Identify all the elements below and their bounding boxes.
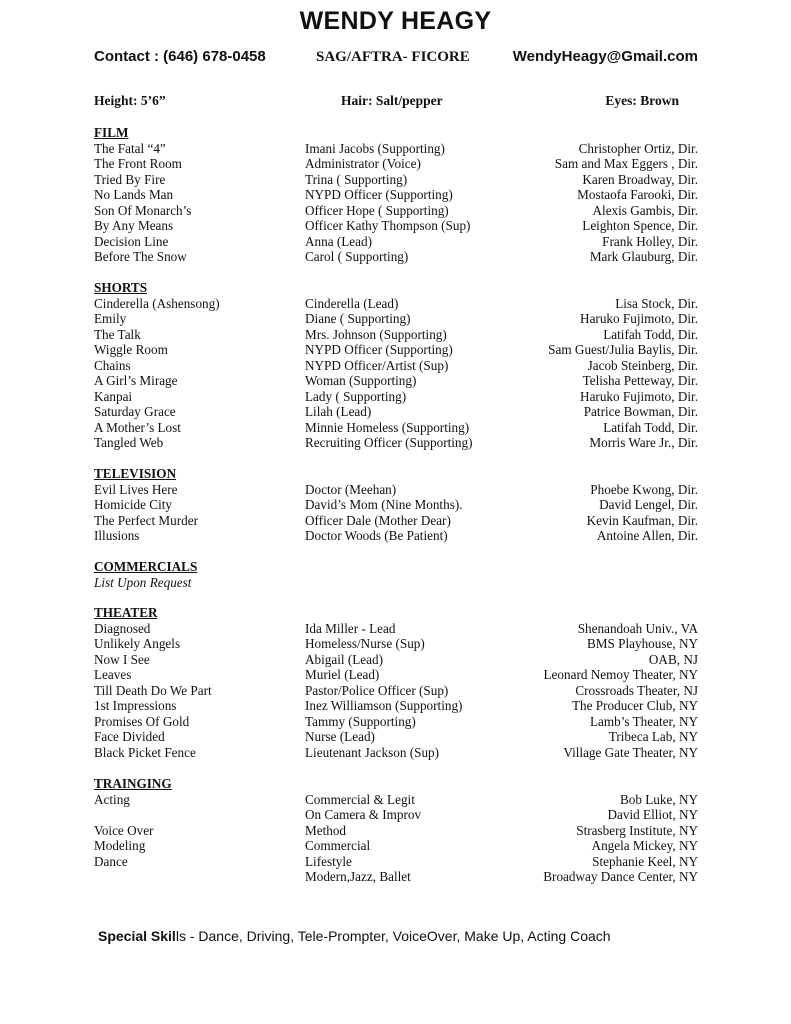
credit-title: 1st Impressions: [94, 698, 177, 713]
credit-role: NYPD Officer (Supporting): [305, 187, 453, 202]
credit-title: Before The Snow: [94, 249, 187, 264]
theater-section: [94, 605, 698, 760]
credit-title: Voice Over: [94, 822, 154, 838]
credit-director: Lamb’s Theater, NY: [590, 713, 698, 729]
credit-row: [94, 187, 698, 203]
credit-title: Till Death Do We Part: [94, 682, 212, 698]
commercials-heading: COMMERCIALS: [94, 559, 198, 574]
credit-title: Face Divided: [94, 729, 165, 744]
credit-director: Crossroads Theater, NJ: [575, 682, 698, 698]
credit-director: Leonard Nemoy Theater, NY: [543, 667, 698, 682]
credit-director: Strasberg Institute, NY: [576, 822, 698, 838]
special-skills-label-rest: ls: [175, 928, 186, 944]
credit-title: The Perfect Murder: [94, 512, 198, 528]
shorts-section: [94, 280, 698, 451]
credit-director: Kevin Kaufman, Dir.: [586, 512, 698, 528]
credit-role: Officer Dale (Mother Dear): [305, 512, 451, 528]
credit-director: Patrice Bowman, Dir.: [583, 404, 698, 419]
credit-title: Tangled Web: [94, 435, 164, 450]
credit-role: Commercial & Legit: [305, 791, 415, 807]
credit-director: Stephanie Keel, NY: [592, 853, 698, 869]
credit-row: [94, 249, 698, 265]
credit-director: Leighton Spence, Dir.: [582, 218, 698, 233]
training-rows: [94, 792, 698, 885]
credit-role: Trina ( Supporting): [305, 171, 408, 187]
union-affiliation: SAG/AFTRA- FICORE: [316, 49, 470, 65]
credit-role: Cinderella (Lead): [305, 295, 399, 311]
credit-role: Tammy (Supporting): [305, 713, 416, 729]
credit-row: [94, 141, 698, 157]
theater-heading: THEATER: [94, 605, 158, 620]
credit-director: BMS Playhouse, NY: [586, 636, 698, 651]
credit-title: Son Of Monarch’s: [94, 202, 192, 218]
credit-role: Lilah (Lead): [305, 404, 372, 419]
credit-role: Abigail (Lead): [305, 651, 383, 667]
credit-row: [94, 342, 698, 358]
credit-director: Latifah Todd, Dir.: [603, 419, 698, 435]
credit-director: David Lengel, Dir.: [599, 497, 698, 512]
credit-role: Modern,Jazz, Ballet: [305, 869, 411, 884]
credit-row: [94, 218, 698, 234]
credit-role: Lieutenant Jackson (Sup): [305, 744, 440, 760]
credit-director: OAB, NJ: [648, 651, 698, 667]
credit-role: Doctor (Meehan): [305, 481, 397, 497]
credit-row: [94, 358, 698, 374]
credit-role: NYPD Officer (Supporting): [305, 342, 453, 357]
training-section: [94, 776, 698, 885]
credit-role: Anna (Lead): [305, 233, 372, 249]
credit-row: [94, 203, 698, 219]
height-stat: Height: 5’6”: [94, 93, 166, 108]
credit-title: Promises Of Gold: [94, 713, 190, 729]
credit-title: A Girl’s Mirage: [94, 373, 178, 388]
credit-director: Sam and Max Eggers , Dir.: [554, 156, 698, 171]
credit-role: Mrs. Johnson (Supporting): [305, 326, 447, 342]
credit-title: Black Picket Fence: [94, 744, 196, 760]
credit-director: Shenandoah Univ., VA: [577, 620, 698, 636]
credit-director: Jacob Steinberg, Dir.: [587, 357, 698, 373]
credit-row: [94, 838, 698, 854]
film-section: [94, 125, 698, 265]
television-rows: [94, 482, 698, 544]
credit-director: Frank Holley, Dir.: [602, 233, 698, 249]
credit-row: [94, 420, 698, 436]
credit-director: Haruko Fujimoto, Dir.: [580, 388, 698, 404]
credit-row: [94, 373, 698, 389]
credit-director: David Elliot, NY: [607, 807, 698, 822]
credit-title: Saturday Grace: [94, 404, 176, 419]
hair-stat: Hair: Salt/pepper: [341, 93, 443, 108]
credit-row: [94, 497, 698, 513]
credit-role: David’s Mom (Nine Months).: [305, 497, 463, 512]
credit-role: Imani Jacobs (Supporting): [305, 140, 445, 156]
credit-title: Cinderella (Ashensong): [94, 295, 220, 311]
film-rows: [94, 141, 698, 265]
credit-row: [94, 729, 698, 745]
credit-row: [94, 296, 698, 312]
credit-role: Muriel (Lead): [305, 667, 380, 682]
credit-row: [94, 513, 698, 529]
credit-row: [94, 807, 698, 823]
credit-title: Decision Line: [94, 233, 169, 249]
credit-director: Telisha Petteway, Dir.: [582, 373, 698, 388]
contact-phone: Contact : (646) 678-0458: [94, 48, 266, 65]
credit-director: Mark Glauburg, Dir.: [589, 249, 698, 264]
credit-title: Illusions: [94, 528, 140, 543]
credit-title: Diagnosed: [94, 620, 151, 636]
credit-row: [94, 792, 698, 808]
credit-row: [94, 234, 698, 250]
credit-title: Unlikely Angels: [94, 636, 181, 651]
credit-title: The Fatal “4”: [94, 140, 166, 156]
credit-role: Administrator (Voice): [305, 156, 421, 171]
commercials-section: [94, 559, 698, 590]
credit-title: By Any Means: [94, 218, 174, 233]
credit-role: Minnie Homeless (Supporting): [305, 419, 470, 435]
credit-director: Latifah Todd, Dir.: [603, 326, 698, 342]
shorts-rows: [94, 296, 698, 451]
credit-row: [94, 404, 698, 420]
credit-director: Antoine Allen, Dir.: [596, 528, 698, 543]
credit-role: Nurse (Lead): [305, 729, 375, 744]
credit-role: Pastor/Police Officer (Sup): [305, 682, 449, 698]
credit-row: [94, 435, 698, 451]
credit-role: Commercial: [305, 838, 371, 853]
credit-title: A Mother’s Lost: [94, 419, 181, 435]
credit-row: [94, 683, 698, 699]
credit-row: [94, 745, 698, 761]
credit-title: Now I See: [94, 651, 150, 667]
training-heading: TRAINGING: [94, 776, 172, 791]
credit-director: Morris Ware Jr., Dir.: [589, 435, 698, 450]
credit-role: Inez Williamson (Supporting): [305, 698, 463, 713]
credit-director: Christopher Ortiz, Dir.: [578, 140, 698, 156]
credit-title: Homicide City: [94, 497, 173, 512]
credit-role: Officer Kathy Thompson (Sup): [305, 218, 471, 233]
credit-row: [94, 156, 698, 172]
credit-director: Karen Broadway, Dir.: [582, 171, 698, 187]
television-section: [94, 466, 698, 544]
special-skills-text: - Dance, Driving, Tele-Prompter, VoiceOver, Make Up, Acting Coach: [185, 928, 611, 944]
credit-title: Emily: [94, 311, 127, 326]
credit-row: [94, 698, 698, 714]
credit-director: Sam Guest/Julia Baylis, Dir.: [548, 342, 698, 357]
credit-title: Evil Lives Here: [94, 481, 178, 497]
credit-role: Homeless/Nurse (Sup): [305, 636, 425, 651]
credit-title: The Talk: [94, 326, 141, 342]
credit-director: Tribeca Lab, NY: [608, 729, 698, 744]
credit-title: Acting: [94, 791, 130, 807]
credit-role: Lady ( Supporting): [305, 388, 407, 404]
credit-director: Haruko Fujimoto, Dir.: [580, 311, 698, 326]
contact-email: WendyHeagy@Gmail.com: [512, 48, 698, 65]
credit-role: Recruiting Officer (Supporting): [305, 435, 473, 450]
credit-row: [94, 869, 698, 885]
credit-row: [94, 172, 698, 188]
credit-role: On Camera & Improv: [305, 807, 422, 822]
credit-title: Chains: [94, 357, 131, 373]
special-skills: [98, 928, 611, 944]
credit-title: Leaves: [94, 667, 132, 682]
credit-row: [94, 667, 698, 683]
credit-title: The Front Room: [94, 156, 182, 171]
credit-director: Lisa Stock, Dir.: [615, 295, 698, 311]
eyes-stat: Eyes: Brown: [605, 93, 679, 108]
credit-row: [94, 389, 698, 405]
credit-row: [94, 714, 698, 730]
credit-row: [94, 311, 698, 327]
credit-row: [94, 482, 698, 498]
film-heading: FILM: [94, 125, 129, 140]
credit-director: Bob Luke, NY: [619, 791, 698, 807]
credit-role: Officer Hope ( Supporting): [305, 202, 449, 218]
credit-role: Carol ( Supporting): [305, 249, 409, 264]
credit-role: Woman (Supporting): [305, 373, 417, 388]
credit-role: NYPD Officer/Artist (Sup): [305, 357, 449, 373]
credit-row: [94, 652, 698, 668]
television-heading: TELEVISION: [94, 466, 177, 481]
credit-director: The Producer Club, NY: [572, 698, 698, 713]
credit-row: [94, 621, 698, 637]
credit-title: Kanpai: [94, 388, 133, 404]
credit-director: Angela Mickey, NY: [591, 838, 698, 853]
theater-rows: [94, 621, 698, 761]
credit-row: [94, 823, 698, 839]
commercials-note: List Upon Request: [94, 574, 192, 590]
credit-director: Broadway Dance Center, NY: [543, 869, 698, 884]
credit-director: Phoebe Kwong, Dir.: [590, 481, 698, 497]
credit-title: Tried By Fire: [94, 171, 166, 187]
special-skills-label: Special Skil: [98, 928, 176, 944]
credit-director: Mostaofa Farooki, Dir.: [577, 187, 698, 202]
credit-title: Dance: [94, 853, 128, 869]
credit-role: Doctor Woods (Be Patient): [305, 528, 448, 543]
shorts-heading: SHORTS: [94, 280, 148, 295]
credit-row: [94, 636, 698, 652]
credit-role: Diane ( Supporting): [305, 311, 411, 326]
credit-director: Village Gate Theater, NY: [563, 744, 698, 760]
credit-director: Alexis Gambis, Dir.: [592, 202, 698, 218]
credit-row: [94, 528, 698, 544]
credit-role: Method: [305, 822, 347, 838]
credit-title: No Lands Man: [94, 187, 174, 202]
credit-title: Wiggle Room: [94, 342, 168, 357]
actor-name: WENDY HEAGY: [299, 7, 492, 35]
credit-row: [94, 854, 698, 870]
credit-role: Lifestyle: [305, 853, 352, 869]
credit-role: Ida Miller - Lead: [305, 620, 396, 636]
credit-title: Modeling: [94, 838, 146, 853]
credit-row: [94, 327, 698, 343]
